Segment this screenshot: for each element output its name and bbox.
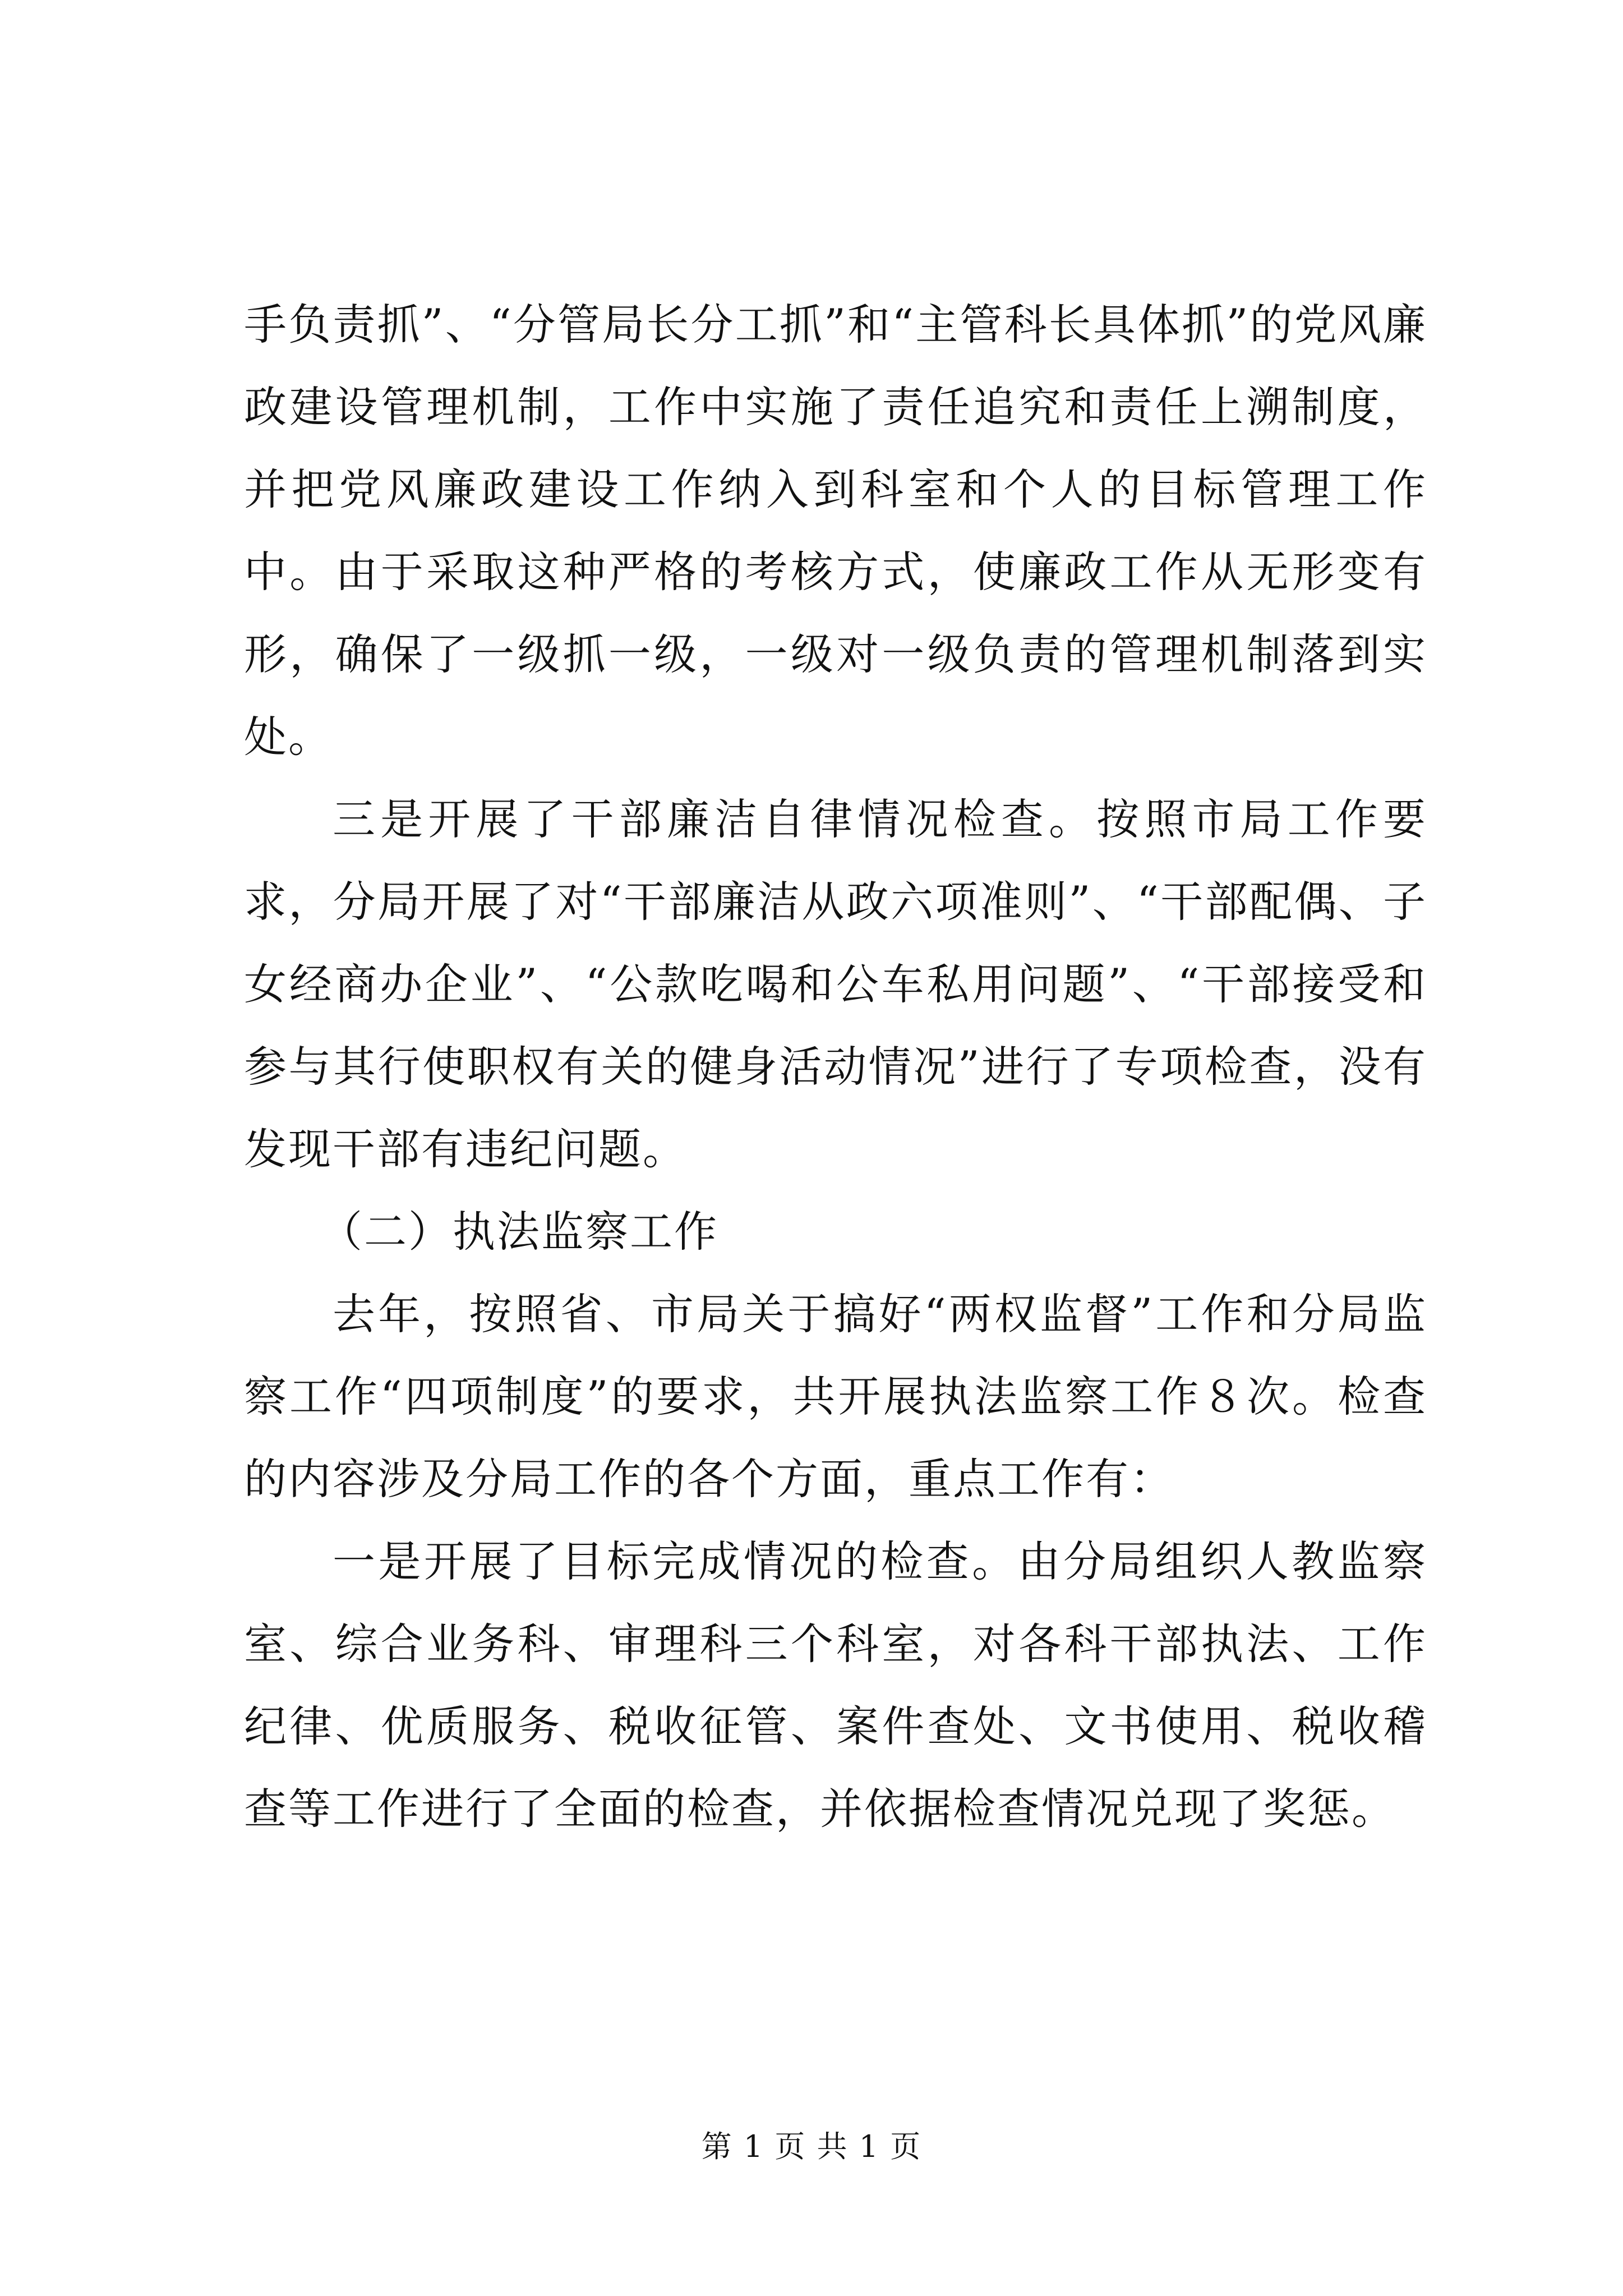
paragraph-enforcement-overview: 去年，按照省、市局关于搞好“两权监督”工作和分局监察工作“四项制度”的要求，共开展执法监察工作８次。检查的内容涉及分局工作的各个方面，重点工作有： [244,1289,1427,1504]
document-body [244,283,1427,1850]
paragraph-target-completion-check: 一是开展了目标完成情况的检查。由分局组织人教监察室、综合业务科、审理科三个科室，对各科干部执法、工作纪律、优质服务、税收征管、案件查处、文书使用、税收稽查等工作进行了全面的检查，并依据检查情况兑现了奖惩。 [244,1536,1427,1834]
page-footer: 第 1 页 共 1 页 [701,2129,922,2164]
paragraph-continuation: 手负责抓”、“分管局长分工抓”和“主管科长具体抓”的党风廉政建设管理机制，工作中实施了责任追究和责任上溯制度，并把党风廉政建设工作纳入到科室和个人的目标管理工作中。由于采取这种严格的考核方式，使廉政工作从无形变有形，确保了一级抓一级，一级对一级负责的管理机制落到实处。 [244,300,1427,762]
paragraph-self-discipline-check: 三是开展了干部廉洁自律情况检查。按照市局工作要求，分局开展了对“干部廉洁从政六项准则”、“干部配偶、子女经商办企业”、“公款吃喝和公车私用问题”、“干部接受和参与其行使职权有关的健身活动情况”进行了专项检查，没有发现干部有违纪问题。 [244,794,1427,1174]
section-heading-law-enforcement: （二）执法监察工作 [320,1207,718,1257]
